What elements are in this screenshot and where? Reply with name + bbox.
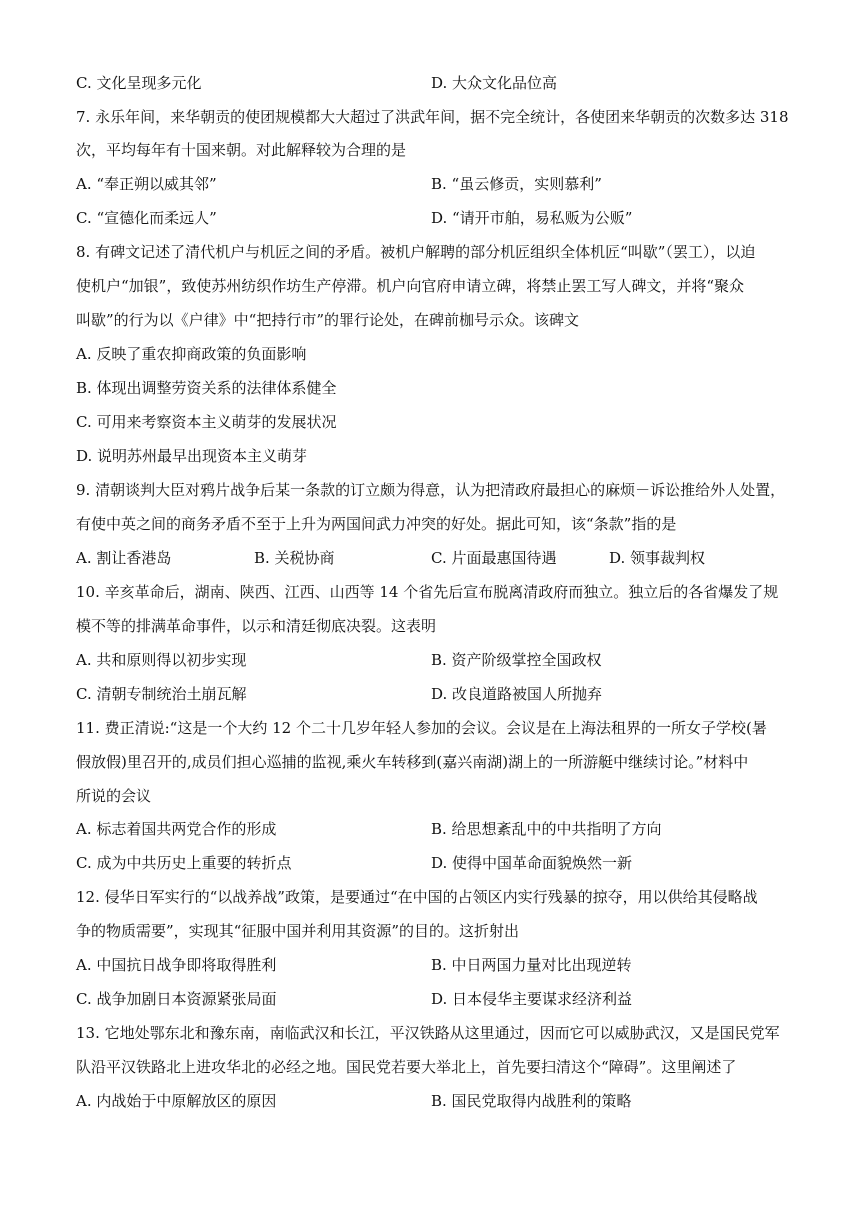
q7-option-a: A. “奉正朔以威其邻” — [76, 175, 217, 193]
q9-option-c: C. 片面最惠国待遇 — [431, 549, 557, 567]
q6-option-d: D. 大众文化品位高 — [431, 74, 558, 92]
q10-option-b: B. 资产阶级掌控全国政权 — [431, 651, 602, 669]
q11-option-d: D. 使得中国革命面貌焕然一新 — [431, 854, 633, 872]
q12-stem-line-2: 争的物质需要”，实现其“征服中国并利用其资源”的目的。这折射出 — [76, 922, 520, 940]
q9-option-b: B. 关税协商 — [254, 549, 335, 567]
q7-option-c: C. “宣德化而柔远人” — [76, 209, 217, 227]
q13-option-a: A. 内战始于中原解放区的原因 — [76, 1092, 277, 1110]
q13-stem-line-1: 13. 它地处鄂东北和豫东南，南临武汉和长江，平汉铁路从这里通过，因而它可以威胁武汉，又是国民党军 — [76, 1024, 780, 1042]
q11-stem-line-1: 11. 费正清说:“这是一个大约 12 个二十几岁年轻人参加的会议。会议是在上海法租界的一所女子学校(暑 — [76, 719, 767, 737]
q11-option-a: A. 标志着国共两党合作的形成 — [76, 820, 277, 838]
q12-option-c: C. 战争加剧日本资源紧张局面 — [76, 990, 277, 1008]
q7-option-b: B. “虽云修贡，实则慕利” — [431, 175, 602, 193]
q9-option-d: D. 领事裁判权 — [609, 549, 706, 567]
q10-option-c: C. 清朝专制统治土崩瓦解 — [76, 685, 247, 703]
q11-option-b: B. 给思想紊乱中的中共指明了方向 — [431, 820, 662, 838]
q7-stem-line-1: 7. 永乐年间，来华朝贡的使团规模都大大超过了洪武年间，据不完全统计，各使团来华朝贡的次数多达 318 — [76, 108, 789, 126]
q10-option-d: D. 改良道路被国人所抛弃 — [431, 685, 603, 703]
q8-option-c: C. 可用来考察资本主义萌芽的发展状况 — [76, 413, 337, 431]
q12-option-b: B. 中日两国力量对比出现逆转 — [431, 956, 632, 974]
q8-stem-line-2: 使机户“加银”，致使苏州纺织作坊生产停滞。机户向官府申请立碑，将禁止罢工写人碑文，并将“聚众 — [76, 277, 745, 295]
q10-stem-line-2: 模不等的排满革命事件，以示和清廷彻底决裂。这表明 — [76, 617, 437, 635]
q11-stem-line-3: 所说的会议 — [76, 787, 152, 805]
q13-option-b: B. 国民党取得内战胜利的策略 — [431, 1092, 632, 1110]
q8-option-d: D. 说明苏州最早出现资本主义萌芽 — [76, 447, 308, 465]
q8-option-b: B. 体现出调整劳资关系的法律体系健全 — [76, 379, 337, 397]
q7-option-d: D. “请开市舶，易私贩为公贩” — [431, 209, 633, 227]
q12-stem-line-1: 12. 侵华日军实行的“以战养战”政策，是要通过“在中国的占领区内实行残暴的掠夺，用以供给其侵略战 — [76, 888, 758, 906]
q8-option-a: A. 反映了重农抑商政策的负面影响 — [76, 345, 307, 363]
q6-option-c: C. 文化呈现多元化 — [76, 74, 202, 92]
q9-option-a: A. 割让香港岛 — [76, 549, 172, 567]
q9-stem-line-1: 9. 清朝谈判大臣对鸦片战争后某一条款的订立颇为得意，认为把清政府最担心的麻烦－诉讼推给外人处置， — [76, 481, 786, 499]
q12-option-d: D. 日本侵华主要谋求经济利益 — [431, 990, 633, 1008]
q13-stem-line-2: 队沿平汉铁路北上进攻华北的必经之地。国民党若要大举北上，首先要扫清这个“障碍”。这里阐述了 — [76, 1058, 737, 1076]
q10-stem-line-1: 10. 辛亥革命后，湖南、陕西、江西、山西等 14 个省先后宣布脱离清政府而独立。独立后的各省爆发了规 — [76, 583, 779, 601]
q11-stem-line-2: 假放假)里召开的,成员们担心巡捕的监视,乘火车转移到(嘉兴南湖)湖上的一所游艇中继续讨论。”材料中 — [76, 753, 749, 771]
q11-option-c: C. 成为中共历史上重要的转折点 — [76, 854, 292, 872]
q9-stem-line-2: 有使中英之间的商务矛盾不至于上升为两国间武力冲突的好处。据此可知，该“条款”指的是 — [76, 515, 677, 533]
q7-stem-line-2: 次，平均每年有十国来朝。对此解释较为合理的是 — [76, 141, 407, 159]
q8-stem-line-3: 叫歇”的行为以《户律》中“把持行市”的罪行论处，在碑前枷号示众。该碑文 — [76, 311, 580, 329]
q8-stem-line-1: 8. 有碑文记述了清代机户与机匠之间的矛盾。被机户解聘的部分机匠组织全体机匠“叫歇”（罢工），以迫 — [76, 243, 756, 261]
q12-option-a: A. 中国抗日战争即将取得胜利 — [76, 956, 277, 974]
q10-option-a: A. 共和原则得以初步实现 — [76, 651, 247, 669]
